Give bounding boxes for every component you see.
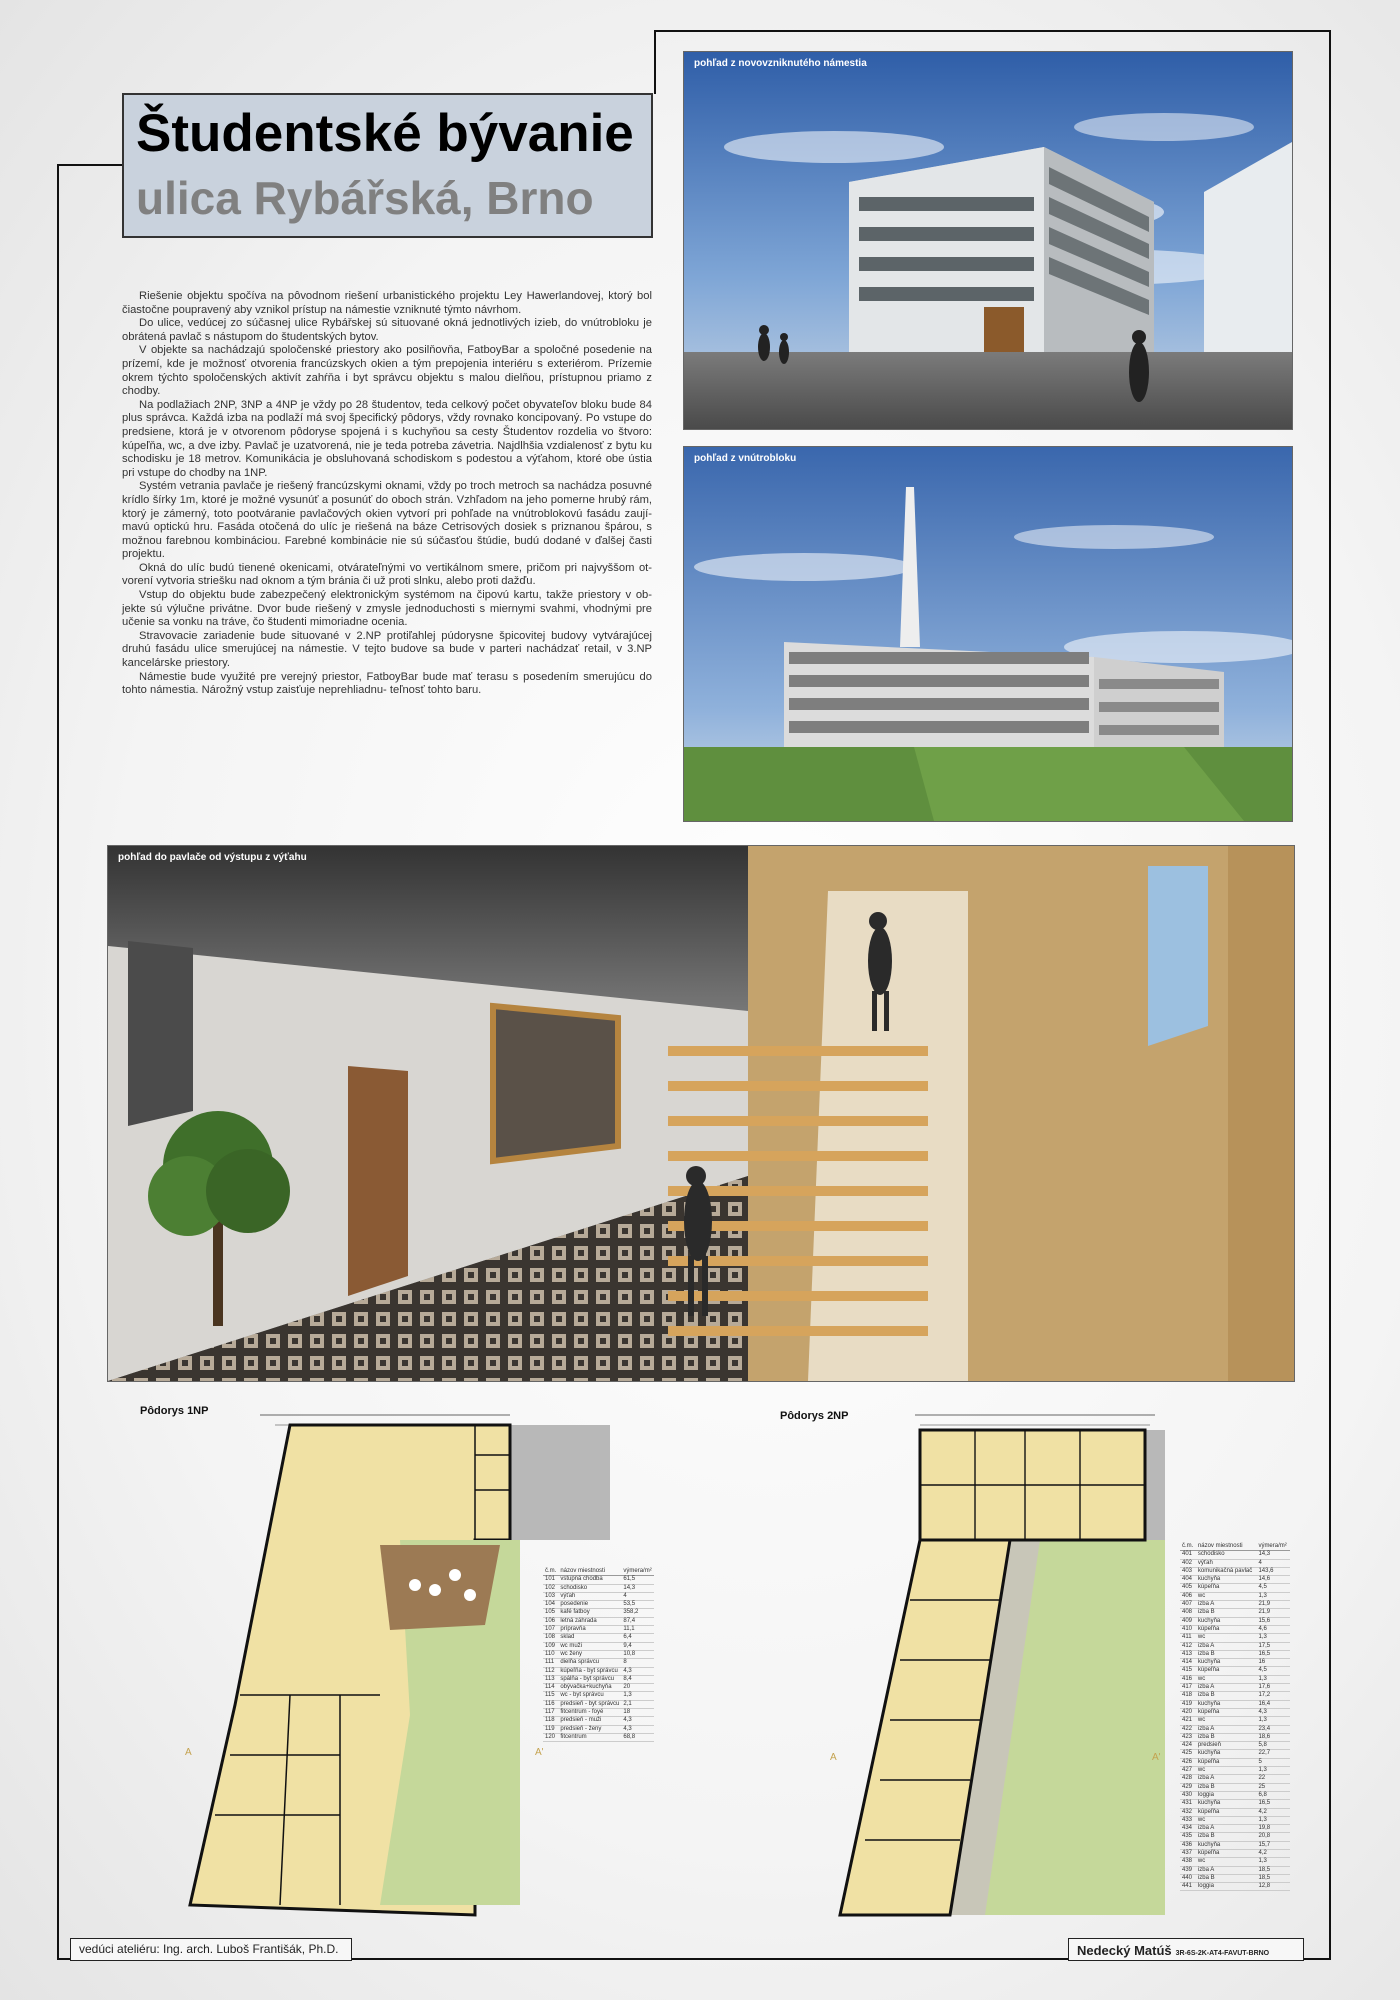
table-cell: 102 [543, 1584, 558, 1592]
table-cell: obývačka+kuchyňa [558, 1684, 621, 1692]
table-cell: 408 [1180, 1609, 1196, 1617]
table-cell: schodisko [1196, 1551, 1257, 1559]
table-row [543, 1601, 654, 1609]
table-row [543, 1584, 654, 1592]
description-paragraph: Námestie bude využité pre verejný priestor, FatboyBar bude mať terasu s posedením smerujúcu do tohto námestia. Nárožný vstup zaisťuje neprehliadnu- teľnosť tohto baru. [122, 670, 652, 697]
table-cell: 112 [543, 1667, 558, 1675]
table-cell: sklad [558, 1634, 621, 1642]
table-cell: izba A [1196, 1825, 1257, 1833]
render-caption: pohľad z vnútrobloku [694, 453, 797, 464]
table-row [1180, 1758, 1290, 1766]
table-cell: 107 [543, 1626, 558, 1634]
table-cell: 4,5 [1256, 1667, 1290, 1675]
description-paragraph: Stravovacie zariadenie bude situované v 2.NP protiľahlej púdorysne špicovitej budovy vytvárajúcej druhú fasádu ulice smerujúcej na námestie. V tejto budove sa bude v parteri nachádzať retail, v 3.NP kancelárske priestory. [122, 629, 652, 670]
description-paragraph: Systém vetrania pavlače je riešený francúzskymi oknami, vždy po troch metroch sa nachádza posuvné krídlo šírky 1m, ktoré je možné vysunúť a posunúť do oboch strán. Vzhľadom na jeho pomerne hrubý rám, ktorý je zámerný, toto pootváranie pavlačových okien vytvorí pri pohľade na vnútroblokovú fasádu zaují- mavú optickú hru. Fasáda otočená do ulíc je riešená na báze Cetrisových dosiek s priznanou špárou, s možnou farebnou kombináciou. Farebné kombinácie nie sú súčasťou štúdie, budú dodané v ďalšej časti projektu. [122, 480, 652, 561]
plan-2np-label: Pôdorys 2NP [780, 1410, 849, 1422]
table-cell: izba B [1196, 1833, 1257, 1841]
table-cell: 432 [1180, 1808, 1196, 1816]
table-cell: izba B [1196, 1692, 1257, 1700]
frame-line-left [57, 164, 59, 1960]
table-cell: 421 [1180, 1717, 1196, 1725]
table-cell: kuchyňa [1196, 1841, 1257, 1849]
table-cell: izba B [1196, 1650, 1257, 1658]
table-cell: 423 [1180, 1733, 1196, 1741]
table-cell: 9,4 [621, 1642, 653, 1650]
table-cell: kúpeľňa [1196, 1708, 1257, 1716]
table-cell: kúpeľňa [1196, 1808, 1257, 1816]
table-cell: 410 [1180, 1625, 1196, 1633]
table-row [1180, 1659, 1290, 1667]
table-cell: 409 [1180, 1617, 1196, 1625]
table-cell: výťah [558, 1592, 621, 1600]
table-cell: izba A [1196, 1866, 1257, 1874]
table-cell: výťah [1196, 1559, 1257, 1567]
table-row [1180, 1617, 1290, 1625]
table-cell: 417 [1180, 1684, 1196, 1692]
table-cell: wc ženy [558, 1650, 621, 1658]
render-courtyard-illustration [684, 447, 1292, 821]
table-row [1180, 1576, 1290, 1584]
table-row [1180, 1791, 1290, 1799]
table-cell: 434 [1180, 1825, 1196, 1833]
table-cell: kuchyňa [1196, 1800, 1257, 1808]
table-cell: 436 [1180, 1841, 1196, 1849]
table-row [1180, 1833, 1290, 1841]
table-cell: 4,3 [1256, 1708, 1290, 1716]
table-row [1180, 1849, 1290, 1857]
author-credit [1068, 1938, 1304, 1961]
table-cell: 433 [1180, 1816, 1196, 1824]
supervisor-credit [70, 1938, 352, 1961]
table-row [543, 1717, 654, 1725]
table-row [543, 1617, 654, 1625]
table-cell: 424 [1180, 1742, 1196, 1750]
supervisor-text: vedúci ateliéru: Ing. arch. Luboš Františák, Ph.D. [79, 1942, 339, 1956]
column-header: č.m. [1180, 1543, 1196, 1551]
table-cell: 1,3 [1256, 1634, 1290, 1642]
table-cell: 416 [1180, 1675, 1196, 1683]
table-cell: 4,3 [621, 1725, 653, 1733]
column-header: výmera/m² [1256, 1543, 1290, 1551]
table-cell: 109 [543, 1642, 558, 1650]
table-row [1180, 1700, 1290, 1708]
table-cell: 14,6 [1256, 1576, 1290, 1584]
table-cell: 401 [1180, 1551, 1196, 1559]
table-cell: 8 [621, 1659, 653, 1667]
table-row [1180, 1767, 1290, 1775]
table-cell: 411 [1180, 1634, 1196, 1642]
table-cell: 118 [543, 1717, 558, 1725]
table-cell: 5,8 [1256, 1742, 1290, 1750]
table-cell: 87,4 [621, 1617, 653, 1625]
table-cell: 22,7 [1256, 1750, 1290, 1758]
table-row [1180, 1866, 1290, 1874]
table-cell: izba A [1196, 1684, 1257, 1692]
table-row [1180, 1559, 1290, 1567]
table-cell: 108 [543, 1634, 558, 1642]
table-row [1180, 1675, 1290, 1683]
table-cell: 414 [1180, 1659, 1196, 1667]
table-cell: schodisko [558, 1584, 621, 1592]
table-row [1180, 1825, 1290, 1833]
table-row [1180, 1800, 1290, 1808]
table-cell: 143,6 [1256, 1567, 1290, 1575]
table-cell: 425 [1180, 1750, 1196, 1758]
render-gallery-illustration [108, 846, 1294, 1381]
table-cell: 418 [1180, 1692, 1196, 1700]
table-cell: 427 [1180, 1767, 1196, 1775]
render-square-view [683, 51, 1293, 430]
table-row [1180, 1642, 1290, 1650]
table-row [1180, 1601, 1290, 1609]
table-cell: wc [1196, 1858, 1257, 1866]
table-cell: 12,8 [1256, 1883, 1290, 1891]
table-cell: wc [1196, 1816, 1257, 1824]
column-header: č.m. [545, 1568, 557, 1574]
table-cell: predsieň - byt správcu [560, 1700, 620, 1707]
table-row [1180, 1592, 1290, 1600]
table-cell: izba A [1196, 1642, 1257, 1650]
table-row [543, 1725, 654, 1733]
column-header: názov miestnosti [1196, 1543, 1257, 1551]
table-cell: kúpeľňa [1196, 1758, 1257, 1766]
table-cell: 412 [1180, 1642, 1196, 1650]
table-row [1180, 1733, 1290, 1741]
table-cell: 20,8 [1256, 1833, 1290, 1841]
render-caption: pohľad do pavlače od výstupu z výťahu [118, 852, 307, 863]
table-cell: izba A [1196, 1601, 1257, 1609]
table-cell: 114 [543, 1684, 558, 1692]
table-row [543, 1576, 654, 1584]
page-title: Študentské bývanie [136, 104, 634, 163]
table-row [543, 1733, 654, 1741]
table-row [1180, 1775, 1290, 1783]
table-cell: wc - byt správcu [558, 1692, 621, 1700]
table-cell: 402 [1180, 1559, 1196, 1567]
table-cell: 104 [543, 1601, 558, 1609]
table-cell: 17,2 [1256, 1692, 1290, 1700]
table-cell: 115 [543, 1692, 558, 1700]
table-cell: 438 [1180, 1858, 1196, 1866]
table-cell: kuchyňa [1196, 1617, 1257, 1625]
table-row [543, 1700, 654, 1708]
table-cell: fitcentrum [558, 1733, 621, 1741]
table-cell: izba A [1196, 1775, 1257, 1783]
table-cell: 1,3 [621, 1692, 653, 1700]
project-code: 3R-6S-2K-AT4-FAVUT-BRNO [1175, 1950, 1270, 1957]
table-cell: 16,5 [1256, 1650, 1290, 1658]
table-cell: 19,8 [1256, 1825, 1290, 1833]
section-marker-a: A [185, 1747, 192, 1758]
table-cell: 8,4 [621, 1675, 653, 1683]
table-row [1180, 1667, 1290, 1675]
table-cell: spálňa - byt správcu [558, 1675, 621, 1683]
table-cell: 61,5 [621, 1576, 653, 1584]
table-cell: 439 [1180, 1866, 1196, 1874]
table-cell: 1,3 [1256, 1767, 1290, 1775]
table-cell: prípravňa [558, 1626, 621, 1634]
table-row [543, 1667, 654, 1675]
plan-1np-label: Pôdorys 1NP [140, 1405, 209, 1417]
table-cell: 15,7 [1256, 1841, 1290, 1849]
frame-line-left-tick [57, 164, 123, 166]
table-cell: kúpeľňa [1196, 1625, 1257, 1633]
table-cell: predsieň [1196, 1742, 1257, 1750]
table-cell: 4,6 [1256, 1625, 1290, 1633]
table-cell: izba B [1196, 1733, 1257, 1741]
frame-line-top [654, 30, 1330, 32]
table-row [1180, 1750, 1290, 1758]
table-cell: 429 [1180, 1783, 1196, 1791]
table-cell: kúpeľňa [1196, 1667, 1257, 1675]
table-cell: loggia [1196, 1791, 1257, 1799]
table-cell: 419 [1180, 1700, 1196, 1708]
table-row [1180, 1808, 1290, 1816]
table-cell: 17,5 [1256, 1642, 1290, 1650]
table-row [1180, 1634, 1290, 1642]
table-cell: 1,3 [1256, 1675, 1290, 1683]
plan-1np-room-table [543, 1568, 654, 1742]
table-cell: 4,5 [1256, 1584, 1290, 1592]
table-cell: 428 [1180, 1775, 1196, 1783]
table-row [1180, 1841, 1290, 1849]
table-cell: 16 [1256, 1659, 1290, 1667]
table-cell: loggia [1196, 1883, 1257, 1891]
frame-line-left-top [654, 30, 656, 94]
table-row [1180, 1874, 1290, 1882]
table-cell: 21,9 [1256, 1601, 1290, 1609]
table-row [543, 1675, 654, 1683]
table-cell: 101 [543, 1576, 558, 1584]
table-cell: 1,3 [1256, 1592, 1290, 1600]
table-cell: 413 [1180, 1650, 1196, 1658]
table-cell: kuchyňa [1196, 1750, 1257, 1758]
table-cell: 440 [1180, 1874, 1196, 1882]
table-cell: 4 [621, 1592, 653, 1600]
description-paragraph: Na podlažiach 2NP, 3NP a 4NP je vždy po 28 študentov, teda celkový počet obyvateľov bloku bude 84 plus správca. Každá izba na podlaží má svoj špecifický pôdorys, vždy rovnako koncipovaný. Po vstupe do predsiene, ktorá je v otvorenom pôdoryse spojená i s kuchyňou sa cesty Študentov rozdelia vo štvoro: kúpeľňa, wc, a dve izby. Pavlač je uzatvorená, nie je teda potreba závetria. Najdlhšia vzdialenosť z bytu ku schodisku je 18 metrov. Komunikácia je obsluhovaná schodiskom s podestou a výťahom, ktoré obe ústia pri vstupe do chodby na 1NP. [122, 398, 652, 479]
table-cell: 10,8 [621, 1650, 653, 1658]
plan-2np-room-rows [1180, 1551, 1290, 1891]
table-row [543, 1684, 654, 1692]
section-marker-a-prime: A' [1152, 1752, 1161, 1763]
table-cell: kúpeľňa [1196, 1584, 1257, 1592]
column-header: výmera/m² [623, 1568, 652, 1574]
table-cell: 110 [543, 1650, 558, 1658]
table-cell: 435 [1180, 1833, 1196, 1841]
table-cell: 4,2 [1256, 1849, 1290, 1857]
table-cell: 21,9 [1256, 1609, 1290, 1617]
table-row [543, 1709, 654, 1717]
table-cell: 105 [543, 1609, 558, 1617]
table-cell: 407 [1180, 1601, 1196, 1609]
table-row [543, 1634, 654, 1642]
table-row [1180, 1567, 1290, 1575]
table-cell: kuchyňa [1196, 1700, 1257, 1708]
table-cell: wc [1196, 1767, 1257, 1775]
table-cell: 18 [621, 1709, 653, 1717]
table-cell: letná záhrada [558, 1617, 621, 1625]
table-cell: kafé fatboy [558, 1609, 621, 1617]
table-row [543, 1659, 654, 1667]
table-cell: 420 [1180, 1708, 1196, 1716]
table-cell: 426 [1180, 1758, 1196, 1766]
table-row [543, 1692, 654, 1700]
table-cell: posedenie [558, 1601, 621, 1609]
table-cell: 358,2 [621, 1609, 653, 1617]
table-cell: kuchyňa [1196, 1659, 1257, 1667]
table-cell: wc muži [558, 1642, 621, 1650]
table-cell: 430 [1180, 1791, 1196, 1799]
table-cell: 406 [1180, 1592, 1196, 1600]
frame-line-right [1329, 30, 1331, 1960]
table-row [543, 1650, 654, 1658]
table-row [1180, 1609, 1290, 1617]
table-row [1180, 1708, 1290, 1716]
table-cell: predsieň - muži [558, 1717, 621, 1725]
table-row [1180, 1717, 1290, 1725]
author-name: Nedecký Matúš [1077, 1943, 1172, 1958]
table-cell: kuchyňa [1196, 1576, 1257, 1584]
table-cell: kúpeľňa [1196, 1849, 1257, 1857]
description-paragraph: Do ulice, vedúcej zo súčasnej ulice Rybářskej sú situované okná jednotlivých izieb, do vnútrobloku je obrátená pavlač s nástupom do študentských bytov. [122, 317, 652, 343]
description-paragraph: V objekte sa nachádzajú spoločenské priestory ako posilňovňa, FatboyBar a spoločné posedenie na prízemí, kde je možnosť otvorenia francúzskych okien a tým prepojenia interiéru s exteriérom. Prízemie okrem týchto spoločenských aktivít zahŕňa i byt správcu objektu s malou dielňou, prístupnou priamo z chodby. [122, 344, 652, 398]
plan-1np-room-rows [543, 1576, 654, 1742]
table-cell: 441 [1180, 1883, 1196, 1891]
table-row [1180, 1625, 1290, 1633]
table-row [1180, 1783, 1290, 1791]
table-cell: 103 [543, 1592, 558, 1600]
table-header-row [1180, 1543, 1290, 1551]
table-cell: 1,3 [1256, 1858, 1290, 1866]
table-row [1180, 1883, 1290, 1891]
table-cell: 68,8 [621, 1733, 653, 1741]
table-cell: 2,1 [621, 1700, 653, 1708]
table-row [1180, 1816, 1290, 1824]
table-cell: 405 [1180, 1584, 1196, 1592]
table-cell: wc [1196, 1634, 1257, 1642]
section-marker-a-prime: A' [535, 1747, 544, 1758]
table-cell: 1,3 [1256, 1717, 1290, 1725]
table-cell: 4 [1256, 1559, 1290, 1567]
table-cell: izba B [1196, 1609, 1257, 1617]
table-cell: 4,2 [1256, 1808, 1290, 1816]
description-paragraph: Riešenie objektu spočíva na pôvodnom riešení urbanistického projektu Ley Hawerlandovej, ktorý bol čiastočne poupravený aby vznikol prístup na námestie vzniknuté týmto návrhom. [122, 290, 652, 316]
table-cell: 119 [543, 1725, 558, 1733]
table-cell: 404 [1180, 1576, 1196, 1584]
table-cell: 415 [1180, 1667, 1196, 1675]
table-cell: 6,8 [1256, 1791, 1290, 1799]
table-cell: 15,6 [1256, 1617, 1290, 1625]
table-cell: 431 [1180, 1800, 1196, 1808]
table-row [543, 1626, 654, 1634]
render-caption: pohľad z novovzniknutého námestia [694, 58, 867, 69]
table-cell: 116 [543, 1700, 558, 1708]
table-cell: 25 [1256, 1783, 1290, 1791]
table-cell: 18,5 [1256, 1874, 1290, 1882]
render-courtyard-view [683, 446, 1293, 822]
table-cell: fitcentrum - foyé [558, 1709, 621, 1717]
table-row [1180, 1650, 1290, 1658]
description-paragraph: Vstup do objektu bude zabezpečený elektronickým systémom na čipovú kartu, takže priestory v ob- jekte sú výlučne privátne. Dvor bude riešený v zmysle jednoduchosti s miernymi svahmi, vhodnými pre učenie sa vonku na tráve, čo študenti mimoriadne ocenia. [122, 589, 652, 629]
table-cell: 18,6 [1256, 1733, 1290, 1741]
table-cell: 422 [1180, 1725, 1196, 1733]
table-cell: 14,3 [621, 1584, 653, 1592]
table-cell: wc [1196, 1717, 1257, 1725]
table-row [1180, 1692, 1290, 1700]
table-cell: wc [1196, 1675, 1257, 1683]
table-row [543, 1592, 654, 1600]
plan-2np-room-table [1180, 1543, 1290, 1891]
table-cell: 53,5 [621, 1601, 653, 1609]
table-cell: 111 [543, 1659, 558, 1667]
table-header-row [543, 1568, 654, 1576]
plan-2np-drawing [780, 1400, 1180, 1940]
section-marker-a: A [830, 1752, 837, 1763]
table-row [543, 1642, 654, 1650]
table-cell: 11,1 [621, 1626, 653, 1634]
table-cell: 117 [543, 1709, 558, 1717]
render-gallery-view [107, 845, 1295, 1382]
page-subtitle: ulica Rybářská, Brno [136, 172, 594, 224]
table-cell: 16,4 [1256, 1700, 1290, 1708]
title-box [122, 93, 653, 238]
table-cell: 20 [621, 1684, 653, 1692]
table-cell: 113 [543, 1675, 558, 1683]
table-cell: izba A [1196, 1725, 1257, 1733]
table-row [1180, 1551, 1290, 1559]
table-row [543, 1609, 654, 1617]
table-cell: dielňa správcu [558, 1659, 621, 1667]
table-cell: 18,5 [1256, 1866, 1290, 1874]
table-cell: 106 [543, 1617, 558, 1625]
table-cell: 23,4 [1256, 1725, 1290, 1733]
render-square-illustration [684, 52, 1292, 429]
table-cell: 22 [1256, 1775, 1290, 1783]
table-cell: 5 [1256, 1758, 1290, 1766]
table-cell: vstupná chodba [558, 1576, 621, 1584]
table-row [1180, 1742, 1290, 1750]
table-row [1180, 1584, 1290, 1592]
table-cell: 14,3 [1256, 1551, 1290, 1559]
description-paragraph: Okná do ulíc budú tienené okenicami, otvárateľnými vo vertikálnom smere, pričom pri najvyššom ot- vorení vytvoria striešku nad oknom a tým bránia či už proti slnku, alebo proti dažďu. [122, 561, 652, 588]
table-cell: 403 [1180, 1567, 1196, 1575]
project-description [122, 290, 652, 698]
table-cell: 437 [1180, 1849, 1196, 1857]
table-cell: 120 [543, 1733, 558, 1741]
column-header: názov miestnosti [558, 1568, 621, 1576]
table-row [1180, 1858, 1290, 1866]
table-cell: wc [1196, 1592, 1257, 1600]
table-cell: 6,4 [621, 1634, 653, 1642]
table-cell: komunikačná pavlač [1196, 1567, 1257, 1575]
table-cell: 4,3 [621, 1667, 653, 1675]
table-cell: predsieň - ženy [558, 1725, 621, 1733]
table-cell: izba B [1196, 1874, 1257, 1882]
table-cell: 16,5 [1256, 1800, 1290, 1808]
table-cell: kúpeľňa - byt správcu [558, 1667, 621, 1675]
table-row [1180, 1684, 1290, 1692]
table-cell: izba B [1196, 1783, 1257, 1791]
table-row [1180, 1725, 1290, 1733]
table-cell: 4,3 [621, 1717, 653, 1725]
table-cell: 17,6 [1256, 1684, 1290, 1692]
table-cell: 1,3 [1256, 1816, 1290, 1824]
